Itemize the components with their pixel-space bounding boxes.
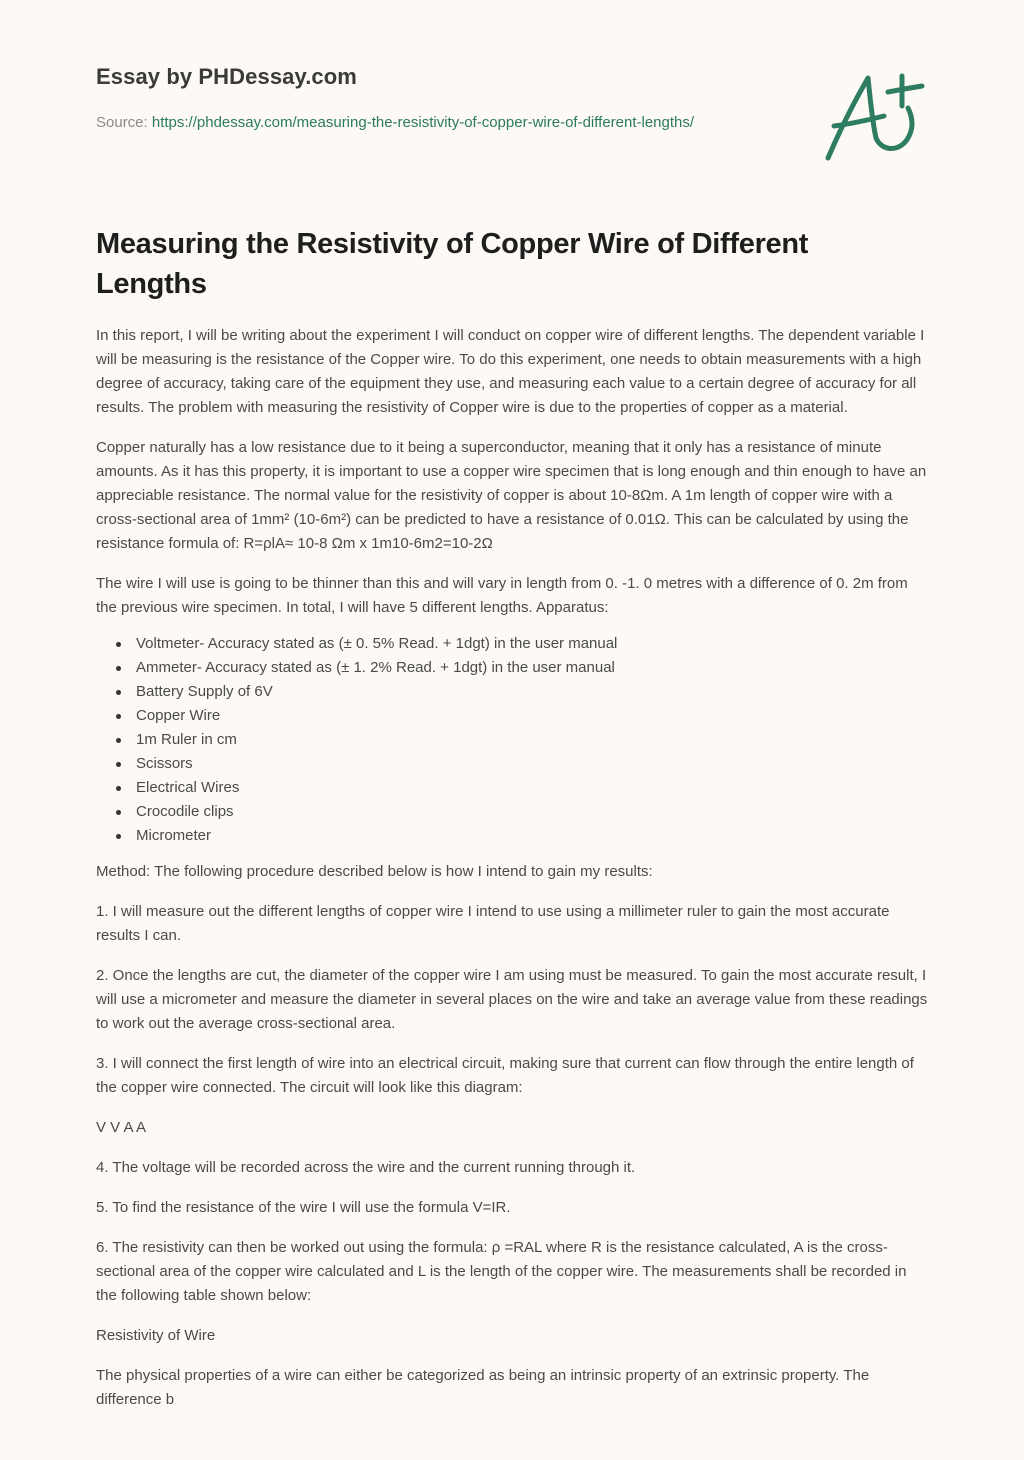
list-item: Voltmeter- Accuracy stated as (± 0. 5% Read. + 1dgt) in the user manual bbox=[136, 632, 928, 656]
list-item: Micrometer bbox=[136, 824, 928, 848]
source-label: Source: bbox=[96, 114, 152, 131]
method-step-1: 1. I will measure out the different lengths of copper wire I intend to use using a millimeter ruler to gain the most accurate results I can. bbox=[96, 903, 890, 944]
paragraph: Copper naturally has a low resistance due to it being a superconductor, meaning that it only has a resistance of minute amounts. As it has this property, it is important to use a copper wire specimen that is long enough and thin enough to have an appreciable resistance. The normal value for the resistivity of copper is about 10-8Ωm. A 1m length of copper wire with a cross-sectional area of 1mm² (10-6m²) can be predicted to have a resistance of 0.01Ω. This can be calculated by using the resistance formula of: R=ρlA≈ 10-8 Ωm x 1m10-6m2=10-2Ω bbox=[96, 439, 927, 552]
list-item: Crocodile clips bbox=[136, 800, 928, 824]
source-line bbox=[96, 111, 736, 135]
method-step-3: 3. I will connect the first length of wire into an electrical circuit, making sure that current can flow through the entire length of the copper wire connected. The circuit will look like this diagram: bbox=[96, 1055, 914, 1096]
paragraph: The physical properties of a wire can either be categorized as being an intrinsic property of an extrinsic property. The difference b bbox=[96, 1367, 870, 1408]
table-caption: Resistivity of Wire bbox=[96, 1327, 216, 1344]
source-link[interactable]: https://phdessay.com/measuring-the-resistivity-of-copper-wire-of-different-lengths/ bbox=[151, 114, 695, 131]
paragraph: In this report, I will be writing about the experiment I will conduct on copper wire of different lengths. The dependent variable I will be measuring is the resistance of the Copper wire. To do this experiment, one needs to obtain measurements with a high degree of accuracy, taking care of the equipment they use, and measuring each value to a certain degree of accuracy for all results. The problem with measuring the resistivity of Copper wire is due to the properties of copper as a material. bbox=[96, 327, 925, 416]
circuit-diagram-text: V V A A bbox=[96, 1119, 147, 1136]
method-step-5: 5. To find the resistance of the wire I will use the formula V=IR. bbox=[96, 1199, 511, 1216]
method-step-2: 2. Once the lengths are cut, the diameter of the copper wire I am using must be measured. To gain the most accurate result, I will use a micrometer and measure the diameter in several places on the wire and take an average value from these readings to work out the average cross-sectional area. bbox=[96, 967, 928, 1032]
document-title: Measuring the Resistivity of Copper Wire of Different Lengths bbox=[96, 228, 809, 300]
list-item: Scissors bbox=[136, 752, 928, 776]
essay-body bbox=[96, 324, 928, 1428]
method-intro: Method: The following procedure described below is how I intend to gain my results: bbox=[96, 863, 653, 880]
method-step-6: 6. The resistivity can then be worked out using the formula: ρ =RAL where R is the resistance calculated, A is the cross-sectional area of the copper wire calculated and L is the length of the copper wire. The measurements shall be recorded in the following table shown below: bbox=[96, 1239, 907, 1304]
list-item: Ammeter- Accuracy stated as (± 1. 2% Read. + 1dgt) in the user manual bbox=[136, 656, 928, 680]
apparatus-list bbox=[96, 632, 928, 848]
method-step-4: 4. The voltage will be recorded across the wire and the current running through it. bbox=[96, 1159, 636, 1176]
list-item: Electrical Wires bbox=[136, 776, 928, 800]
list-item: Battery Supply of 6V bbox=[136, 680, 928, 704]
a-plus-grade-icon bbox=[824, 66, 928, 166]
site-title: Essay by PHDessay.com bbox=[96, 64, 357, 89]
paragraph: The wire I will use is going to be thinner than this and will vary in length from 0. -1. 0 metres with a difference of 0. 2m from the previous wire specimen. In total, I will have 5 different lengths. Apparatus: bbox=[96, 575, 908, 616]
list-item: Copper Wire bbox=[136, 704, 928, 728]
list-item: 1m Ruler in cm bbox=[136, 728, 928, 752]
